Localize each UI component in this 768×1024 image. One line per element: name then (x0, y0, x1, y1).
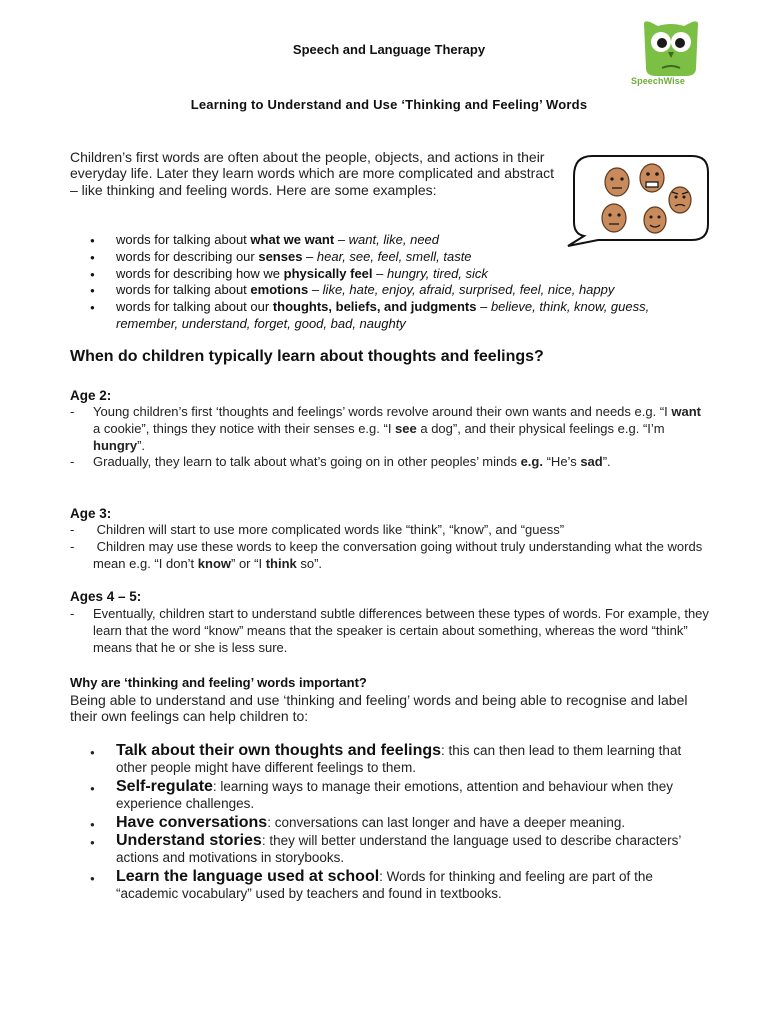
age-2-heading: Age 2: (70, 388, 112, 403)
list-item: ● Talk about their own thoughts and feelings: this can then lead to them learning that other people might have different feelings to them. (70, 742, 710, 777)
list-item: ● Have conversations: conversations can last longer and have a deeper meaning. (70, 814, 710, 831)
list-item: ● words for describing our senses – hear, see, feel, smell, taste (70, 249, 710, 266)
list-item: ● words for talking about our thoughts, beliefs, and judgments – believe, think, know, guess, remember, understand, forget, good, bad, naughty (70, 299, 710, 333)
age-2-list (70, 404, 710, 471)
list-item: ● Understand stories: they will better understand the language used to describe characters’ actions and motivations in storybooks. (70, 832, 710, 867)
document-title: Learning to Understand and Use ‘Thinking and Feeling’ Words (190, 97, 588, 112)
benefits-list (70, 742, 710, 904)
list-item: ● words for describing how we physically feel – hungry, tired, sick (70, 266, 710, 283)
intro-paragraph: Children’s first words are often about the people, objects, and actions in their everyday life. Later they learn words which are more complicated and abstract – like thinking and feeling words. Here are some examples: (70, 149, 555, 198)
list-item: - Children may use these words to keep the conversation going without truly understanding what the words mean e.g. “I don’t know” or “I think so”. (70, 538, 703, 571)
list-item: - Eventually, children start to understand subtle differences between these types of words. For example, they learn that the word “know” means that the speaker is certain about something, whereas the word “think” means that he or she is less sure. (70, 606, 709, 655)
age-3-heading: Age 3: (70, 506, 112, 521)
why-heading: Why are ‘thinking and feeling’ words important? (70, 675, 367, 690)
list-item: ● words for talking about emotions – like, hate, enjoy, afraid, surprised, feel, nice, happy (70, 282, 710, 299)
list-item: - Children will start to use more complicated words like “think”, “know”, and “guess” (70, 522, 565, 537)
examples-list (70, 232, 710, 333)
why-paragraph: Being able to understand and use ‘thinking and feeling’ words and being able to recognise and label their own feelings can help children to: (70, 692, 688, 725)
list-item: - Gradually, they learn to talk about what’s going on in other peoples’ minds e.g. “He’s sad”. (70, 454, 611, 470)
list-item: ● words for talking about what we want – want, like, need (70, 232, 710, 249)
logo-text: SpeechWise (631, 76, 685, 86)
age-4-5-heading: Ages 4 – 5: (70, 589, 142, 604)
age-4-5-list (70, 606, 710, 656)
age-3-list (70, 522, 710, 572)
list-item: - Young children’s first ‘thoughts and feelings’ words revolve around their own wants and needs e.g. “I want a cookie”, things they notice with their senses e.g. “I see a dog”, and their physical feelings e.g. “I’m hungry”. (70, 404, 701, 453)
list-item: ● Learn the language used at school: Words for thinking and feeling are part of the “academic vocabulary” used by teachers and found in textbooks. (70, 868, 710, 903)
section-heading: When do children typically learn about thoughts and feelings? (70, 348, 544, 365)
list-item: ● Self-regulate: learning ways to manage their emotions, attention and behaviour when they experience challenges. (70, 778, 710, 813)
header-title: Speech and Language Therapy (292, 42, 486, 57)
